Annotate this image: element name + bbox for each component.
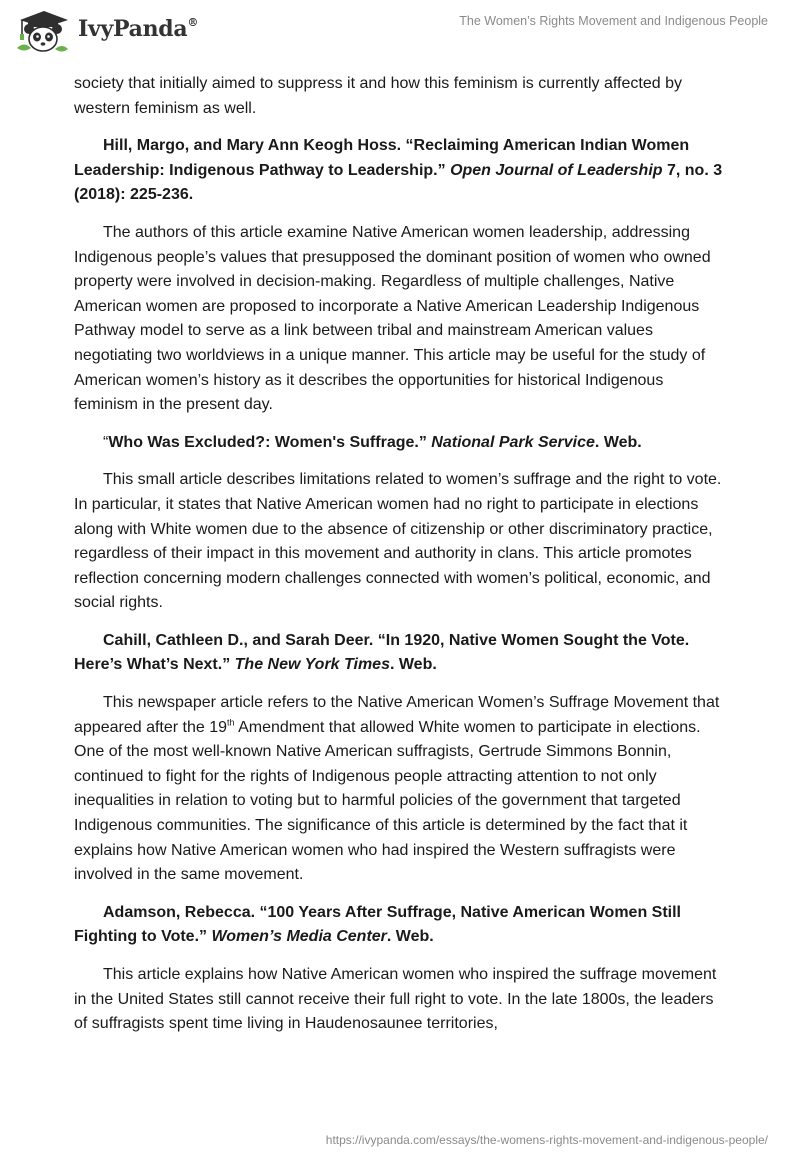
paragraph: society that initially aimed to suppress it and how this feminism is currently affected by western feminism as well. (74, 75, 682, 117)
citation-hill-hoss: Hill, Margo, and Mary Ann Keogh Hoss. “Reclaiming American Indian Women Leadership: Indigenous Pathway to Leadership.” Open Journal of Leadership 7, no. 3 (2018): 225-236. (74, 137, 723, 204)
document-body (74, 72, 724, 1037)
source-url-link[interactable]: https://ivypanda.com/essays/the-womens-rights-movement-and-indigenous-people/ (325, 1133, 768, 1147)
panda-logo-icon[interactable] (14, 8, 70, 54)
page-header (0, 0, 800, 64)
document-title: The Women’s Rights Movement and Indigenous People (459, 14, 768, 28)
paragraph: This small article describes limitations related to women’s suffrage and the right to vote. In particular, it states that Native American women had no right to participate in elections along with White women due to the absence of citizenship or other discriminatory practice, regardless of their impact in this movement and authority in clans. This article promotes reflection concerning modern challenges connected with women’s political, economic, and social rights. (74, 471, 722, 612)
paragraph: This article explains how Native American women who inspired the suffrage movement in the United States still cannot receive their full right to vote. In the late 1800s, the leaders of suffragists spent time living in Haudenosaunee territories, (74, 966, 717, 1033)
citation-adamson: Adamson, Rebecca. “100 Years After Suffrage, Native American Women Still Fighting to Vote.” Women’s Media Center. Web. (74, 903, 681, 946)
citation-cahill-deer: Cahill, Cathleen D., and Sarah Deer. “In 1920, Native Women Sought the Vote. Here’s What’s Next.” The New York Times. Web. (74, 631, 690, 674)
paragraph: This newspaper article refers to the Native American Women’s Suffrage Movement that appeared after the 19th Amendment that allowed White women to participate in elections. One of the most well-known Native American suffragists, Gertrude Simmons Bonnin, continued to fight for the rights of Indigenous people attracting attention to not only inequalities in relation to voting but to harmful policies of the government that targeted Indigenous communities. The significance of this article is determined by the fact that it explains how Native American women who had inspired the Western suffragists were involved in the same movement. (74, 694, 720, 884)
citation-nps: “Who Was Excluded?: Women's Suffrage.” National Park Service. Web. (103, 433, 642, 451)
brand-name[interactable]: IvyPanda® (78, 15, 199, 42)
paragraph: The authors of this article examine Native American women leadership, addressing Indigenous people’s values that presupposed the dominant position of women who owned property were involved in decision-making. Regardless of multiple challenges, Native American women are proposed to incorporate a Native American Leadership Indigenous Pathway model to serve as a link between tribal and mainstream American values negotiating two worldviews in a unique manner. This article may be useful for the study of American women’s history as it describes the opportunities for historical Indigenous feminism in the present day. (74, 223, 711, 414)
